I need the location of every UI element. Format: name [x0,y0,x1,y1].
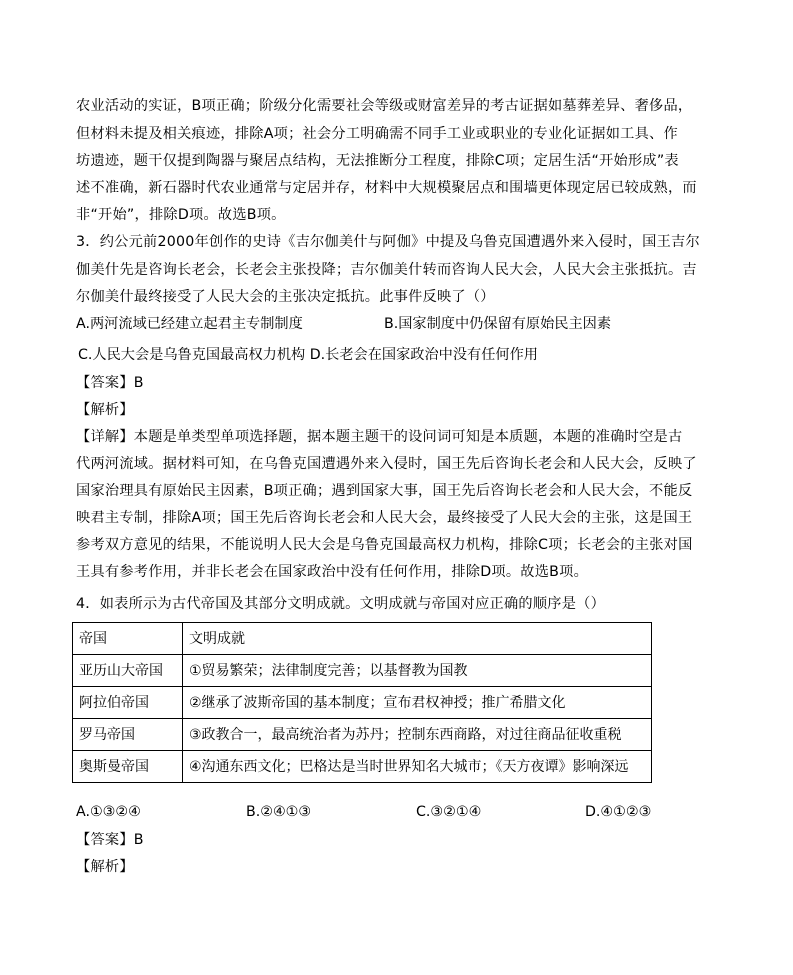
table-row [73,655,652,687]
intro-line-1: 农业活动的实证，B项正确；阶级分化需要社会等级或财富差异的考古证据如墓葬差异、奢侈品， [76,98,693,114]
table-cell-achievement: ③政教合一，最高统治者为苏丹；控制东西商路，对过往商品征收重税 [183,719,652,751]
table-cell-empire: 罗马帝国 [73,719,183,751]
table-header-cell: 帝国 [73,623,183,655]
table-cell-empire: 阿拉伯帝国 [73,687,183,719]
q3-detail-line-2: 代两河流域。据材料可知，在乌鲁克国遭遇外来入侵时，国王先后咨询长老会和人民大会，反映了 [76,456,697,472]
q3-stem-line-2: 伽美什先是咨询长老会，长老会主张投降；吉尔伽美什转而咨询人民大会，人民大会主张抵抗。吉 [76,262,697,278]
intro-line-2: 但材料未提及相关痕迹，排除A项；社会分工明确需不同手工业或职业的专业化证据如工具、作 [76,126,678,142]
q3-option-a: A.两河流域已经建立起君主专制制度 [76,316,303,332]
q3-detail-line-4: 映君主专制，排除A项；国王先后咨询长老会和人民大会，最终接受了人民大会的主张，这是国王 [76,510,693,526]
q3-stem-line-1: 3．约公元前2000年创作的史诗《吉尔伽美什与阿伽》中提及乌鲁克国遭遇外来入侵时，国王吉尔 [76,234,700,250]
q3-answer: 【答案】B [76,375,144,391]
q3-option-cd: C.人民大会是乌鲁克国最高权力机构 D.长老会在国家政治中没有任何作用 [78,347,538,363]
empire-table [72,622,652,783]
table-header-row [73,623,652,655]
table-row [73,751,652,783]
q3-detail-line-5: 参考双方意见的结果，不能说明人民大会是乌鲁克国最高权力机构，排除C项；长老会的主张对国 [76,537,693,553]
q4-stem: 4．如表所示为古代帝国及其部分文明成就。文明成就与帝国对应正确的顺序是（） [76,596,606,612]
table-row [73,719,652,751]
q4-option-c: C.③②①④ [416,804,482,820]
q3-option-b: B.国家制度中仍保留有原始民主因素 [384,316,612,332]
q4-answer: 【答案】B [76,832,144,848]
q4-option-a: A.①③②④ [76,804,141,820]
q3-analysis-label: 【解析】 [76,402,134,418]
q3-detail-line-6: 王具有参考作用，并非长老会在国家政治中没有任何作用，排除D项。故选B项。 [76,564,589,580]
intro-line-5: 非“开始”，排除D项。故选B项。 [76,207,286,223]
table-header-cell: 文明成就 [183,623,652,655]
q3-detail-line-1: 【详解】本题是单类型单项选择题，据本题主题干的设问词可知是本质题，本题的准确时空是古 [76,429,683,445]
intro-line-3: 坊遗迹，题干仅提到陶器与聚居点结构，无法推断分工程度，排除C项；定居生活“开始形成”表 [76,153,679,169]
q4-analysis-label: 【解析】 [76,859,134,875]
intro-line-4: 述不准确，新石器时代农业通常与定居并存，材料中大规模聚居点和围墙更体现定居已较成熟，而 [76,180,697,196]
table-cell-achievement: ①贸易繁荣；法律制度完善；以基督教为国教 [183,655,652,687]
table-cell-achievement: ②继承了波斯帝国的基本制度；宣布君权神授；推广希腊文化 [183,687,652,719]
q4-option-b: B.②④①③ [246,804,312,820]
table-cell-empire: 奥斯曼帝国 [73,751,183,783]
table-cell-empire: 亚历山大帝国 [73,655,183,687]
table-row [73,687,652,719]
q3-stem-line-3: 尔伽美什最终接受了人民大会的主张决定抵抗。此事件反映了（） [76,289,495,305]
q4-option-d: D.④①②③ [585,804,652,820]
table-cell-achievement: ④沟通东西文化；巴格达是当时世界知名大城市；《天方夜谭》影响深远 [183,751,652,783]
q3-detail-line-3: 国家治理具有原始民主因素，B项正确；遇到国家大事，国王先后咨询长老会和人民大会，不能反 [76,483,693,499]
